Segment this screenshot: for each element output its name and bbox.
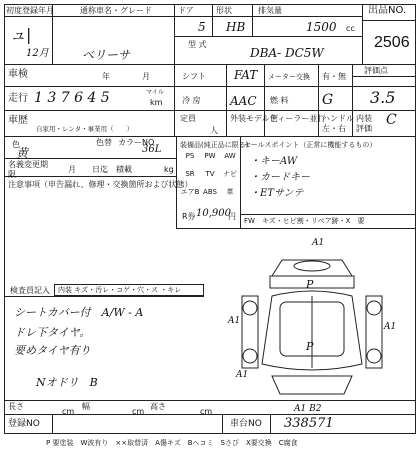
divider xyxy=(264,64,265,136)
interior-value: C xyxy=(386,112,397,128)
capacity-label: 定員 xyxy=(180,114,196,123)
name-change-month: 月 xyxy=(68,165,76,174)
steering-value: 左・右 xyxy=(322,124,346,133)
steering-label: ハンドル xyxy=(322,114,354,123)
fuel-value: G xyxy=(322,92,334,108)
diagram-mark-3: P xyxy=(306,340,314,353)
auction-no-label: 出品NO. xyxy=(368,5,407,16)
damage-legend: P 要塗装 W波有り ××取替済 A傷キズ Bヘコミ Sさび X要交換 C腐食 xyxy=(46,439,298,447)
equipment-option: 革 xyxy=(226,188,234,196)
color-no-value: 36L xyxy=(142,144,162,155)
divider xyxy=(52,414,53,434)
notes-label: 注意事項（申告漏れ、修理・交換箇所および状態） xyxy=(8,180,193,189)
name-change-label: 名義変更期限 xyxy=(8,160,48,179)
diagram-mark-2: P xyxy=(306,278,314,291)
diagram-mark-6: A1 B2 xyxy=(294,404,322,414)
ac-label: 冷 房 xyxy=(182,96,201,105)
diagram-mark-1: A1 xyxy=(312,238,325,248)
divider xyxy=(352,76,416,77)
divider xyxy=(4,86,416,87)
height-label: 高さ xyxy=(150,402,166,411)
displacement-value: 1500 xyxy=(306,20,337,34)
divider xyxy=(226,64,227,136)
sales-item-1: ・キーAW xyxy=(250,156,298,167)
mileage-mile: マイル xyxy=(146,89,164,96)
divider xyxy=(252,4,253,36)
model-type-value: DBA- DC5W xyxy=(250,46,324,60)
inspector-note-4: Nオドリ B xyxy=(36,376,98,389)
score-label: 評価点 xyxy=(364,66,388,75)
inspector-note-3: 要めタイヤ有り xyxy=(14,344,91,357)
divider xyxy=(174,16,362,17)
sales-title: セールスポイント（正常に機能するもの） xyxy=(244,141,377,149)
divider xyxy=(174,64,175,136)
equipment-option: TV xyxy=(205,170,215,178)
radio-value: 10,900 xyxy=(196,208,231,219)
mileage-unit: km xyxy=(150,98,163,107)
divider xyxy=(270,414,271,434)
width-label: 幅 xyxy=(82,402,90,411)
divider xyxy=(212,4,213,36)
reg-no-label: 登録NO xyxy=(8,419,40,429)
name-change-day: 日迄 xyxy=(92,165,108,174)
equipment-option: ABS xyxy=(203,188,217,196)
sales-footer: FW キズ・ヒビ割・リペア跡・X 要 xyxy=(244,217,365,225)
auction-no-value: 2506 xyxy=(374,34,410,51)
divider xyxy=(4,158,176,159)
first-reg-month: 12月 xyxy=(26,48,49,59)
fuel-label: 燃 料 xyxy=(270,96,289,105)
divider xyxy=(4,400,416,401)
repaint-label: 色替 xyxy=(96,138,112,147)
loading-unit: kg xyxy=(164,165,174,174)
divider xyxy=(362,20,416,21)
model-name-value: ベリーサ xyxy=(82,48,131,62)
doors-value: 5 xyxy=(198,20,206,34)
equipment-option: SR xyxy=(185,170,195,178)
model-type-label: 型 式 xyxy=(188,40,207,49)
equipment-option: エアB xyxy=(180,188,200,196)
diagram-mark-7: A1 xyxy=(236,370,249,380)
divider xyxy=(4,296,204,297)
sales-item-3: ・ETサンテ xyxy=(250,188,304,199)
equipment-option: PW xyxy=(204,152,216,160)
shape-label: 形状 xyxy=(216,6,232,15)
equipment-title: 装備品(純正品に限る) xyxy=(180,141,249,149)
inspector-note-1: シートカバー付 A/W - A xyxy=(14,306,144,319)
doors-label: ドア xyxy=(178,6,194,15)
shift-value: FAT xyxy=(234,68,258,82)
loading-label: 積載 xyxy=(116,165,132,174)
model-name-label: 通称車名・グレード xyxy=(80,6,152,15)
divider xyxy=(362,4,363,64)
shift-label: シフト xyxy=(182,72,206,81)
displacement-unit: cc xyxy=(346,24,355,33)
equipment-option: ナビ xyxy=(223,170,237,178)
category-options: 自家用・レンタ・事業用（ ） xyxy=(36,125,134,133)
color-no-label: カラーNO xyxy=(118,138,155,147)
first-reg-label: 初度登録年月 xyxy=(6,6,54,15)
color-value: 黄 xyxy=(16,146,29,160)
divider xyxy=(352,64,353,136)
width-cm: cm xyxy=(132,407,145,416)
divider xyxy=(4,16,174,17)
meter-swap-label: メーター交換 xyxy=(268,73,310,81)
divider xyxy=(240,214,416,215)
inspector-tags-text: 内装 キズ・汚レ・コゲ・穴・ス ・キレ xyxy=(58,286,182,294)
mileage-value: 1 3 7 6 4 5 xyxy=(34,90,110,106)
displacement-label: 排気量 xyxy=(258,6,282,15)
ac-value: AAC xyxy=(230,94,257,108)
mileage-label: 走行 xyxy=(8,93,28,104)
diagram-mark-4: A1 xyxy=(228,316,241,326)
exterior-label: 外装モデル色 xyxy=(230,114,278,123)
capacity-unit: 人 xyxy=(210,126,218,135)
shape-value: HB xyxy=(226,20,246,34)
sales-item-2: ・カードキー xyxy=(250,172,310,183)
divider xyxy=(4,136,416,137)
inspection-label: 車検 xyxy=(8,69,28,80)
divider xyxy=(4,110,416,111)
divider xyxy=(176,228,416,229)
radio-label: R券 xyxy=(182,212,196,221)
length-cm: cm xyxy=(62,407,75,416)
divider xyxy=(318,64,319,136)
score-value: 3.5 xyxy=(370,88,396,107)
inspector-label: 検査員記入 xyxy=(10,286,50,295)
chassis-value: 338571 xyxy=(284,416,334,431)
equipment-option: PS xyxy=(185,152,195,160)
first-reg-value: ュ| xyxy=(10,25,32,44)
dealer-label: ディーラー並行 xyxy=(270,114,326,123)
category-label: 車歴 xyxy=(8,115,28,126)
divider xyxy=(4,64,416,65)
inspector-note-2: ドレ下タイヤ。 xyxy=(14,326,91,339)
divider xyxy=(222,414,223,434)
height-cm: cm xyxy=(200,407,213,416)
diagram-mark-5: A1 xyxy=(384,322,397,332)
inspection-year: 年 xyxy=(102,72,110,81)
color-label: 色 xyxy=(12,140,20,149)
equipment-option: AW xyxy=(224,152,236,160)
divider xyxy=(174,36,362,37)
divider xyxy=(174,4,175,64)
inspection-month: 月 xyxy=(142,72,150,81)
chassis-label: 車台NO xyxy=(230,419,262,429)
yes-no: 有・無 xyxy=(322,72,346,81)
interior-label: 内装評価 xyxy=(356,114,372,133)
length-label: 長さ xyxy=(8,402,24,411)
radio-unit: 円 xyxy=(228,212,236,221)
